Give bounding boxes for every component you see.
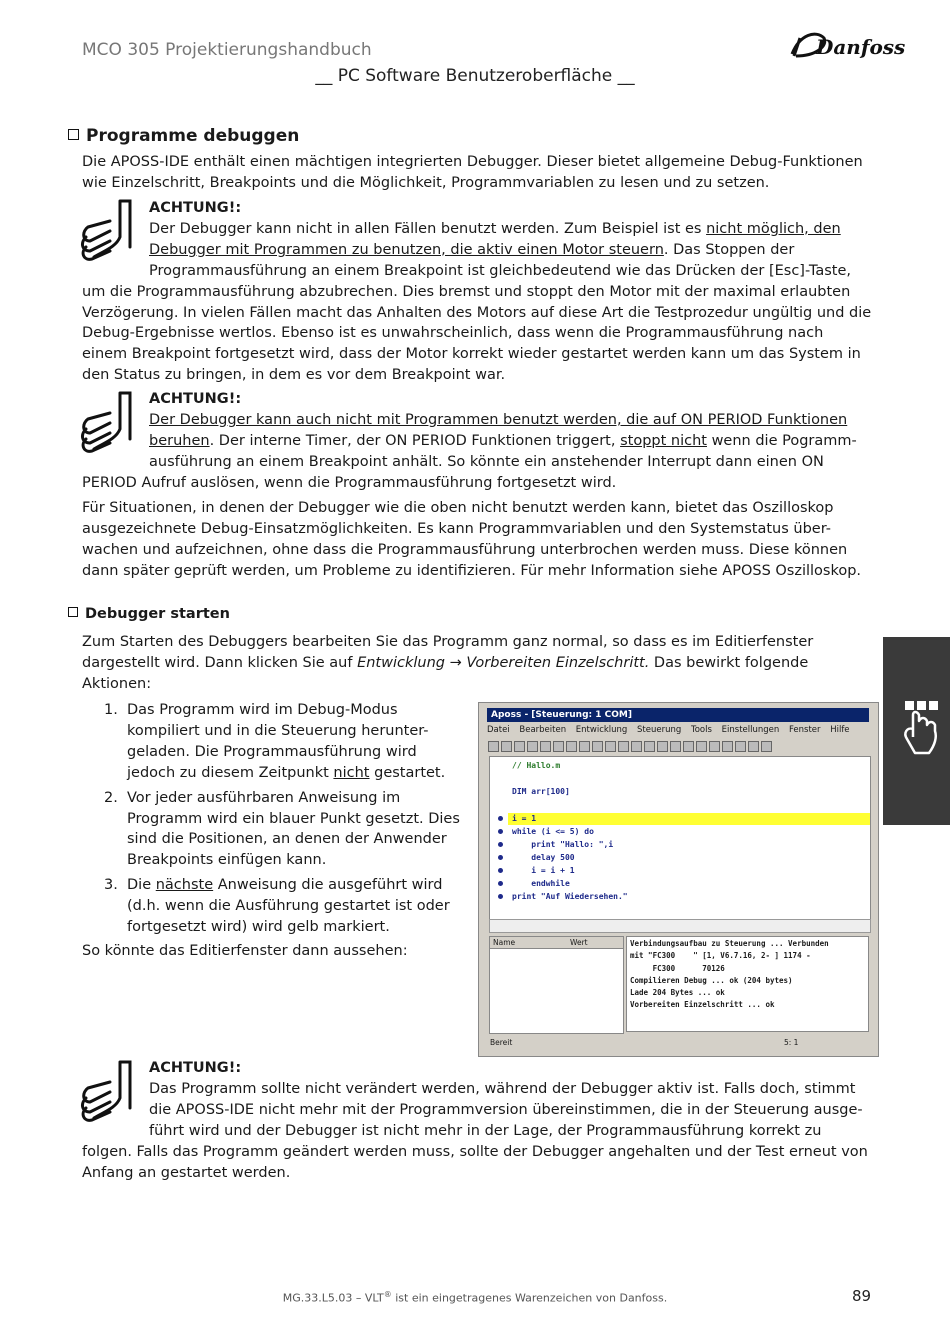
breakpoint-dot-icon[interactable] bbox=[498, 855, 503, 860]
help-icon[interactable] bbox=[540, 741, 551, 752]
breakpoint-icon[interactable] bbox=[709, 741, 720, 752]
menu-item-bearbeiten[interactable]: Bearbeiten bbox=[519, 725, 567, 735]
code-line: endwhile bbox=[512, 879, 570, 888]
intro-paragraph: Die APOSS-IDE enthält einen mächtigen integrierten Debugger. Dieser bietet allgemeine Debug-Funktionen wie Einzelschritt, Breakpoints und die Möglichkeit, Programmvariablen zu lesen und zu setzen. bbox=[82, 154, 863, 191]
undo-icon[interactable] bbox=[592, 741, 603, 752]
code-line: i = 1 bbox=[512, 814, 537, 823]
status-bar bbox=[487, 1036, 869, 1049]
redo-icon[interactable] bbox=[605, 741, 616, 752]
breakpoint-dot-icon[interactable] bbox=[498, 894, 503, 899]
pointing-hand-icon bbox=[883, 637, 950, 825]
breakpoint-dot-icon[interactable] bbox=[498, 842, 503, 847]
warning-heading: ACHTUNG!: bbox=[149, 200, 242, 216]
window-title-bar: Aposs - [Steuerung: 1 COM] bbox=[487, 708, 869, 722]
toolbar bbox=[487, 739, 869, 755]
window-icon[interactable] bbox=[748, 741, 759, 752]
debug-icon[interactable] bbox=[683, 741, 694, 752]
new-file-icon[interactable] bbox=[488, 741, 499, 752]
print-icon[interactable] bbox=[527, 741, 538, 752]
page-number: 89 bbox=[852, 1287, 872, 1305]
section-subtitle: __ PC Software Benutzeroberfläche __ bbox=[315, 66, 635, 86]
step-icon[interactable] bbox=[696, 741, 707, 752]
window-icon[interactable] bbox=[735, 741, 746, 752]
code-line: print "Auf Wiedersehen." bbox=[512, 892, 628, 901]
cursor-position: 5: 1 bbox=[784, 1038, 799, 1047]
compile-icon[interactable] bbox=[644, 741, 655, 752]
variables-pane bbox=[489, 936, 624, 1034]
window-icon[interactable] bbox=[761, 741, 772, 752]
copy-icon[interactable] bbox=[566, 741, 577, 752]
paste-icon[interactable] bbox=[579, 741, 590, 752]
list-item: 3. Die nächste Anweisung die ausgeführt wird (d.h. wenn die Ausführung gestartet ist oder fortgesetzt wird) wird gelb markiert. bbox=[104, 877, 450, 936]
breakpoint-dot-icon[interactable] bbox=[498, 868, 503, 873]
column-header-wert[interactable]: Wert bbox=[570, 938, 588, 947]
menu-item-fenster[interactable]: Fenster bbox=[788, 725, 821, 735]
checkbox-square-icon bbox=[68, 607, 78, 617]
start-intro-paragraph: Zum Starten des Debuggers bearbeiten Sie das Programm ganz normal, so dass es im Editierfenster dargestellt wird. Dann klicken Sie auf Entwicklung → Vorbereiten Einzelschritt. Das bewirkt folgende Aktionen: bbox=[82, 634, 814, 692]
breakpoint-dot-icon[interactable] bbox=[498, 881, 503, 886]
section-heading-debugger-starten: Debugger starten bbox=[68, 606, 230, 622]
status-text: Bereit bbox=[490, 1038, 513, 1047]
menu-item-datei[interactable]: Datei bbox=[487, 725, 510, 735]
steps-list bbox=[82, 700, 467, 942]
run-icon[interactable] bbox=[657, 741, 668, 752]
current-line-highlight bbox=[508, 813, 870, 825]
stop-icon[interactable] bbox=[670, 741, 681, 752]
breakpoint-dot-icon[interactable] bbox=[498, 816, 503, 821]
open-folder-icon[interactable] bbox=[501, 741, 512, 752]
column-header-name[interactable]: Name bbox=[493, 938, 516, 947]
document-title: MCO 305 Projektierungshandbuch bbox=[82, 40, 372, 60]
editor-caption: So könnte das Editierfenster dann aussehen: bbox=[82, 943, 408, 959]
find-next-icon[interactable] bbox=[631, 741, 642, 752]
oscilloscope-paragraph: Für Situationen, in denen der Debugger wie die oben nicht benutzt werden kann, bietet das Oszilloskop ausgezeichnete Debug-Einsatzmöglichkeiten. Es kann Programmvariablen und den Systemstatus über-wachen und aufzeichnen, ohne dass die Programmausführung unterbrochen werden muss. Diese können dann später geprüft werden, um Probleme zu identifizieren. Für mehr Information siehe APOSS Oszilloskop. bbox=[82, 500, 862, 579]
warning-heading: ACHTUNG!: bbox=[149, 391, 242, 407]
list-item: 1. Das Programm wird im Debug-Modus kompiliert und in die Steuerung herunter-geladen. Die Programmausführung wird jedoch zu diesem Zeitpunkt nicht gestartet. bbox=[104, 702, 446, 781]
horizontal-scrollbar[interactable] bbox=[489, 919, 871, 933]
code-line: DIM arr[100] bbox=[512, 787, 570, 796]
danfoss-logo bbox=[786, 24, 906, 64]
window-icon[interactable] bbox=[722, 741, 733, 752]
code-line: print "Hallo: ",i bbox=[512, 840, 614, 849]
warning-block-3: ACHTUNG!: Das Programm sollte nicht verändert werden, während der Debugger aktiv ist. Falls doch, stimmt die APOSS-IDE nicht mehr mit der Programmversion übereinstimmen, die in der Steuerung ausge- führt wird und der Debugger ist nicht mehr in der Lage, der Programmausführung korrekt zu folgen. Falls das Programm geändert werden muss, sollte der Debugger angehalten und der Test erneut von Anfang an gestartet werden. bbox=[82, 1058, 872, 1183]
footer-text: MG.33.L5.03 – VLT® ist ein eingetragenes Warenzeichen von Danfoss. bbox=[282, 1290, 668, 1305]
checkbox-square-icon bbox=[68, 129, 79, 140]
chapter-tab bbox=[883, 637, 950, 825]
code-line: delay 500 bbox=[512, 853, 575, 862]
code-line: // Hallo.m bbox=[512, 761, 561, 770]
menu-item-hilfe[interactable]: Hilfe bbox=[830, 725, 850, 735]
output-pane: Verbindungsaufbau zu Steuerung ... Verbunden mit "FC300 " [1, V6.7.16, 2- ] 1174 - FC300 70126 Compilieren Debug ... ok (204 bytes) Lade 204 Bytes ... ok Vorbereiten Einzelschritt ... ok bbox=[626, 936, 869, 1032]
code-line: i = i + 1 bbox=[512, 866, 575, 875]
breakpoint-dot-icon[interactable] bbox=[498, 829, 503, 834]
save-icon[interactable] bbox=[514, 741, 525, 752]
warning-heading: ACHTUNG!: bbox=[149, 1060, 242, 1076]
find-icon[interactable] bbox=[618, 741, 629, 752]
menu-item-entwicklung[interactable]: Entwicklung bbox=[575, 725, 628, 735]
menu-item-einstellungen[interactable]: Einstellungen bbox=[721, 725, 780, 735]
menu-bar bbox=[487, 723, 869, 737]
section-heading-debuggen: Programme debuggen bbox=[68, 126, 299, 146]
warning-block-2: ACHTUNG!: Der Debugger kann auch nicht mit Programmen benutzt werden, die auf ON PERIOD Funktionen beruhen. Der interne Timer, der ON PERIOD Funktionen triggert, stoppt nicht wenn die Pogramm- ausführung an einem Breakpoint anhält. So könnte ein anstehender Interrupt dann einen ON PERIOD Aufruf auslösen, wenn die Programmausführung fortgesetzt wird. bbox=[82, 389, 872, 494]
menu-item-steuerung[interactable]: Steuerung bbox=[637, 725, 682, 735]
aposs-screenshot bbox=[478, 702, 879, 1057]
warning-block-1: ACHTUNG!: Der Debugger kann nicht in allen Fällen benutzt werden. Zum Beispiel ist es nicht möglich, den Debugger mit Programmen zu benutzen, die aktiv einen Motor steuern. Das Stoppen der Programmausführung an einem Breakpoint ist gleichbedeutend wie das Drücken der [Esc]-Taste, um die Programmausführung abzubrechen. Dies bremst und stoppt den Motor mit der maximal erlaubten Verzögerung. In vielen Fällen macht das Anhalten des Motors auf diese Art die Testprozedur ungültig und die Debug-Ergebnisse wertlos. Ebenso ist es unwahrscheinlich, dass wenn die Programmausführung nach einem Breakpoint fortgesetzt wird, dass der Motor korrekt wieder gestartet werden kann um das System in den Status zu bringen, in dem es vor dem Breakpoint war. bbox=[82, 200, 872, 384]
list-item: 2. Vor jeder ausführbaren Anweisung im Programm wird ein blauer Punkt gesetzt. Dies sind die Positionen, an denen der Anwender Breakpoints einfügen kann. bbox=[104, 789, 460, 869]
code-line: while (i <= 5) do bbox=[512, 827, 594, 836]
svg-text:Danfoss: Danfoss bbox=[816, 35, 906, 59]
cut-icon[interactable] bbox=[553, 741, 564, 752]
menu-item-tools[interactable]: Tools bbox=[690, 725, 712, 735]
code-editor[interactable] bbox=[489, 756, 871, 921]
